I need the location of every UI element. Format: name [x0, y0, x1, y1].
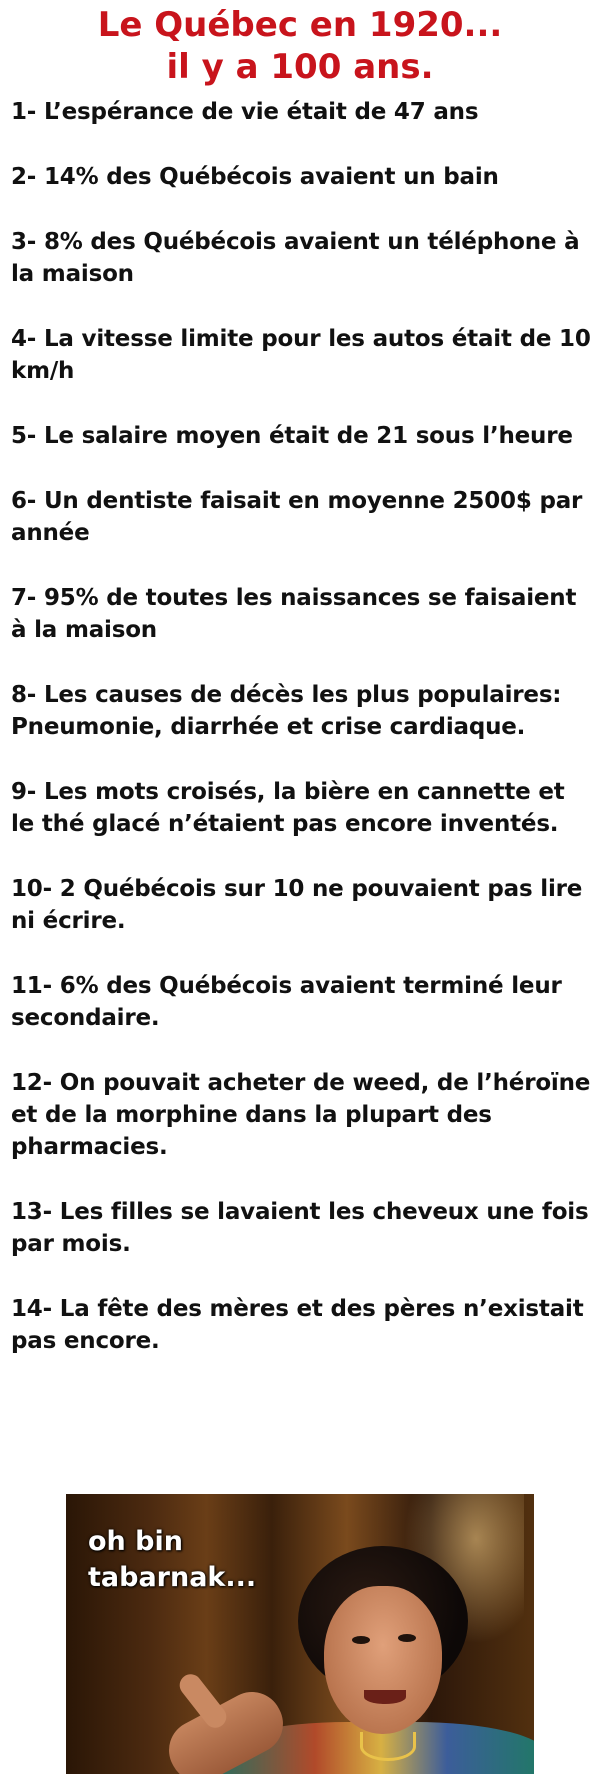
title-line-1: Le Québec en 1920...	[97, 5, 503, 45]
fact-item-2: 2- 14% des Québécois avaient un bain	[11, 164, 499, 190]
person-mouth	[364, 1690, 406, 1704]
page-title	[0, 0, 600, 88]
meme-caption	[88, 1524, 256, 1596]
facts-list	[0, 96, 600, 1357]
fact-item-7: 7- 95% de toutes les naissances se faisaient à la maison	[11, 585, 577, 643]
meme-image	[66, 1494, 534, 1774]
person-eye-left	[352, 1636, 370, 1644]
fact-item-3: 3- 8% des Québécois avaient un téléphone à la maison	[11, 229, 580, 287]
fact-item-6: 6- Un dentiste faisait en moyenne 2500$ par année	[11, 488, 583, 546]
fact-item-1: 1- L’espérance de vie était de 47 ans	[11, 99, 479, 125]
title-line-2: il y a 100 ans.	[166, 47, 434, 87]
fact-item-13: 13- Les filles se lavaient les cheveux une fois par mois.	[11, 1199, 589, 1257]
meme-caption-line-1: oh bin	[88, 1526, 183, 1557]
person-eye-right	[398, 1634, 416, 1642]
fact-item-5: 5- Le salaire moyen était de 21 sous l’heure	[11, 423, 573, 449]
fact-item-12: 12- On pouvait acheter de weed, de l’héroïne et de la morphine dans la plupart des pharmacies.	[11, 1070, 591, 1160]
meme-caption-line-2: tabarnak...	[88, 1562, 257, 1593]
fact-item-8: 8- Les causes de décès les plus populaires: Pneumonie, diarrhée et crise cardiaque.	[11, 682, 562, 740]
fact-item-10: 10- 2 Québécois sur 10 ne pouvaient pas lire ni écrire.	[11, 876, 583, 934]
gold-chain	[360, 1732, 416, 1761]
fact-item-9: 9- Les mots croisés, la bière en cannette et le thé glacé n’étaient pas encore inventés.	[11, 779, 565, 837]
fact-item-4: 4- La vitesse limite pour les autos était de 10 km/h	[11, 326, 591, 384]
fact-item-11: 11- 6% des Québécois avaient terminé leur secondaire.	[11, 973, 562, 1031]
person-face	[324, 1586, 442, 1734]
fact-item-14: 14- La fête des mères et des pères n’existait pas encore.	[11, 1296, 584, 1354]
